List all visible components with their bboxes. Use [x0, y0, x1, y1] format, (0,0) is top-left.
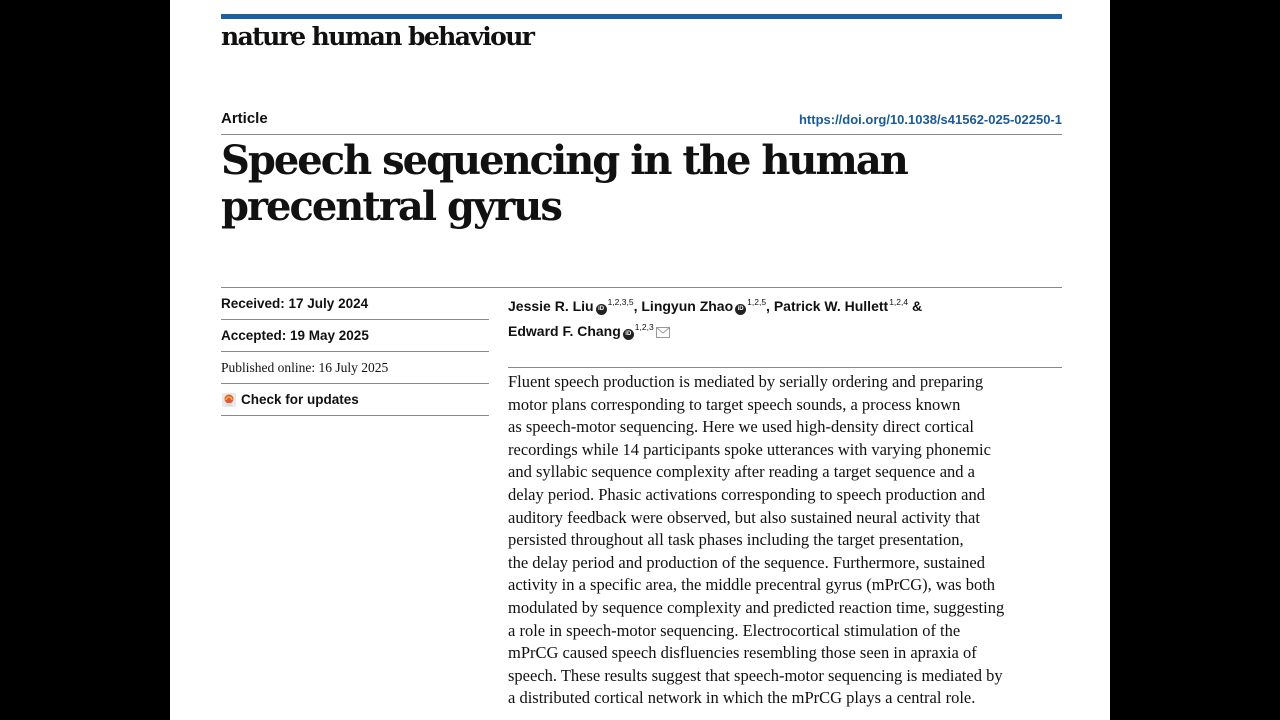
author-affiliation: 1,2,5: [747, 297, 767, 307]
mail-icon[interactable]: [656, 327, 670, 338]
article-type: Article: [221, 110, 268, 127]
author-name[interactable]: Jessie R. Liu: [508, 298, 594, 314]
divider: [221, 134, 1062, 135]
abstract-line: motor plans corresponding to target speech sounds, a process known: [508, 394, 961, 414]
author-separator: ,: [766, 298, 774, 314]
article-page: [170, 0, 1110, 720]
abstract-line: the delay period and production of the sequence. Furthermore, sustained: [508, 552, 985, 572]
orcid-icon[interactable]: iD: [735, 304, 746, 315]
abstract-line: mPrCG caused speech disfluencies resembling those seen in apraxia of: [508, 643, 977, 663]
abstract: [508, 371, 1068, 710]
abstract-line: persisted throughout all task phases including the target presentation,: [508, 530, 964, 550]
orcid-icon[interactable]: iD: [623, 329, 634, 340]
abstract-line: and syllabic sequence complexity after reading a target sequence and a: [508, 462, 975, 482]
page-title: [221, 138, 981, 230]
journal-logo[interactable]: nature human behaviour: [221, 22, 534, 51]
check-updates-label: Check for updates: [241, 392, 359, 407]
author-list: [508, 292, 1068, 342]
abstract-line: as speech-motor sequencing. Here we used high-density direct cortical: [508, 417, 974, 437]
check-updates-icon: [221, 392, 237, 408]
accepted-date: Accepted: 19 May 2025: [221, 320, 489, 352]
title-line: Speech sequencing in the human: [221, 137, 907, 184]
divider: [508, 367, 1062, 368]
abstract-line: auditory feedback were observed, but also sustained neural activity that: [508, 507, 980, 527]
abstract-line: a role in speech-motor sequencing. Electrocortical stimulation of the: [508, 620, 961, 640]
abstract-line: modulated by sequence complexity and predicted reaction time, suggesting: [508, 597, 1005, 617]
author-name[interactable]: Patrick W. Hullett: [773, 298, 889, 314]
abstract-line: speech. These results suggest that speech-motor sequencing is mediated by: [508, 665, 1003, 685]
author-name[interactable]: Edward F. Chang: [508, 323, 621, 339]
abstract-line: delay period. Phasic activations corresponding to speech production and: [508, 484, 985, 504]
title-line: precentral gyrus: [221, 183, 561, 230]
received-date: Received: 17 July 2024: [221, 288, 489, 320]
abstract-line: activity in a specific area, the middle precentral gyrus (mPrCG), was both: [508, 575, 996, 595]
orcid-icon[interactable]: iD: [596, 304, 607, 315]
author-affiliation: 1,2,3: [634, 322, 654, 332]
author-separator: &: [908, 298, 923, 314]
author-name[interactable]: Lingyun Zhao: [641, 298, 734, 314]
doi-link[interactable]: https://doi.org/10.1038/s41562-025-02250-1: [798, 112, 1062, 127]
author-affiliation: 1,2,3,5: [607, 297, 634, 307]
article-dates: [221, 288, 489, 416]
published-date: Published online: 16 July 2025: [221, 352, 489, 384]
check-for-updates-button[interactable]: [221, 384, 489, 416]
author-separator: ,: [633, 298, 642, 314]
journal-top-bar: [221, 14, 1062, 19]
abstract-line: Fluent speech production is mediated by serially ordering and preparing: [508, 372, 984, 391]
author-affiliation: 1,2,4: [889, 297, 909, 307]
abstract-line: recordings while 14 participants spoke utterances with varying phonemic: [508, 439, 991, 459]
abstract-line: a distributed cortical network in which the mPrCG plays a central role.: [508, 688, 976, 708]
